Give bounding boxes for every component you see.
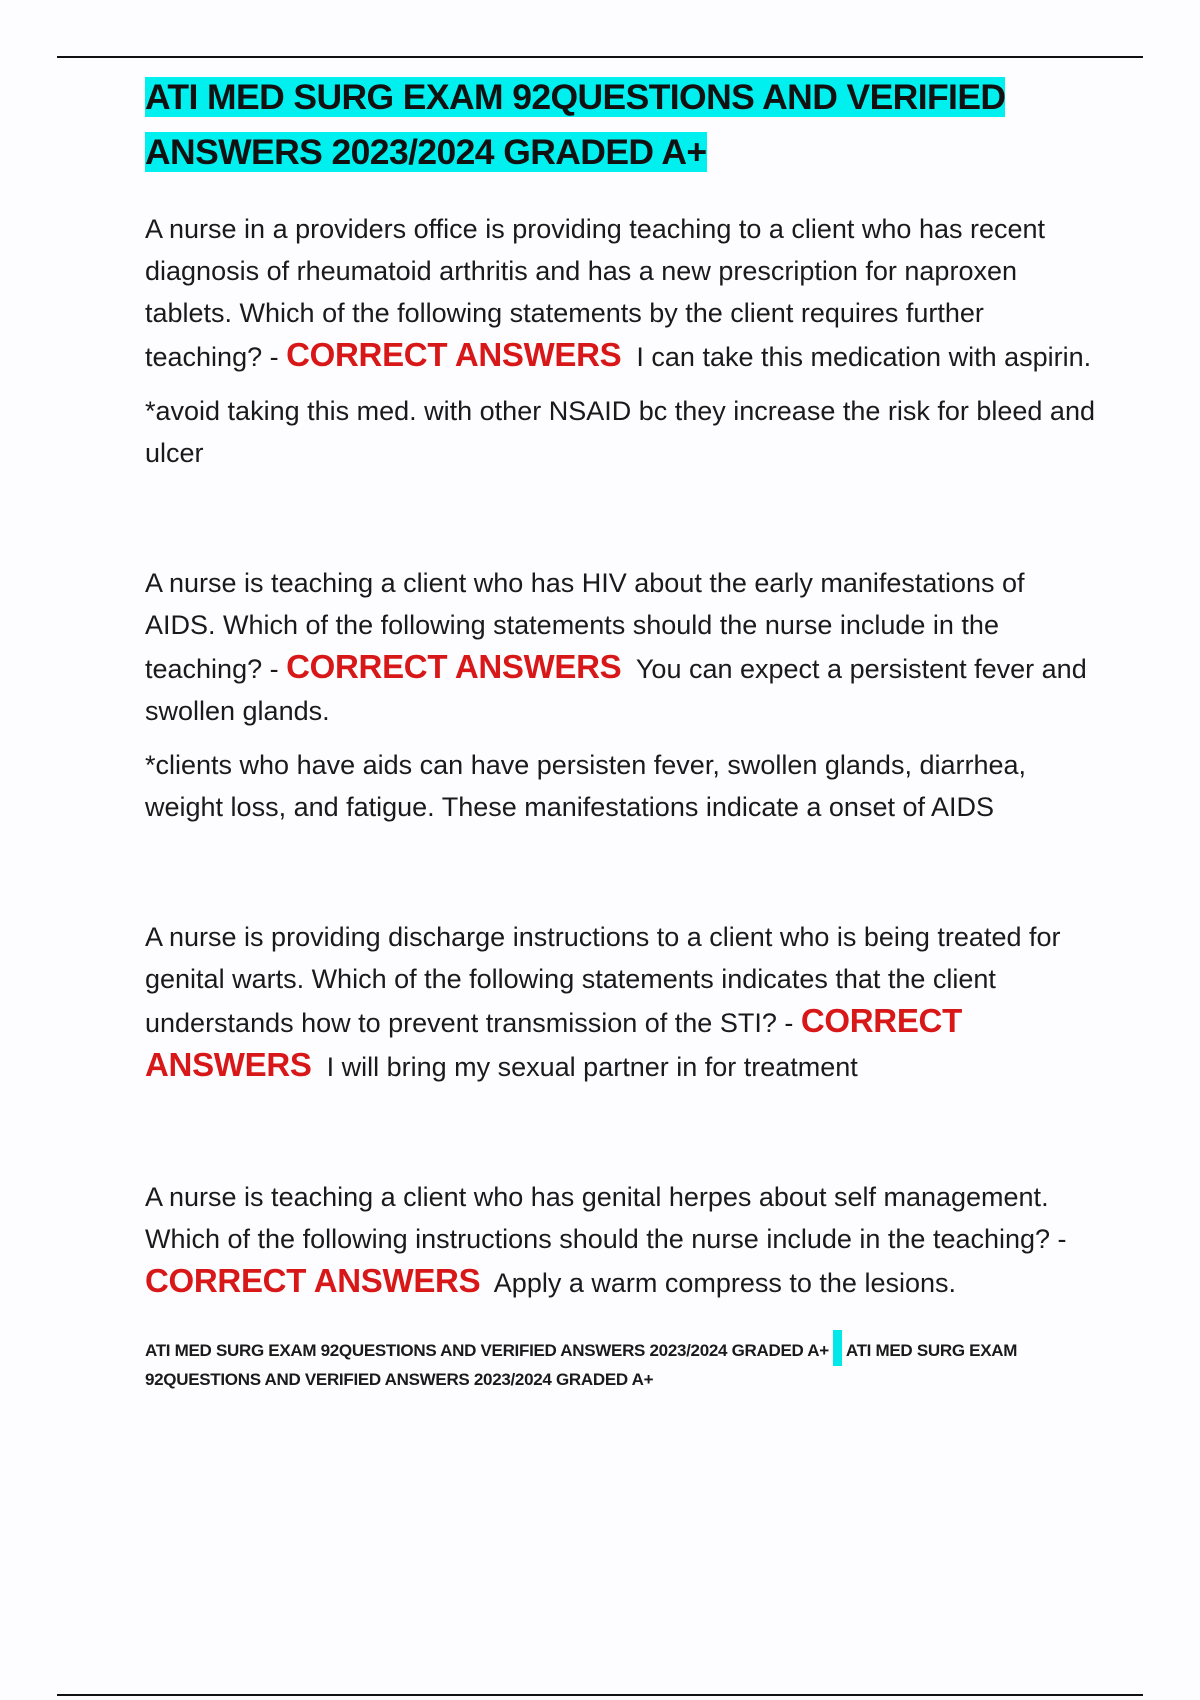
correct-answers-label: CORRECT ANSWERS xyxy=(145,1262,481,1299)
question-text xyxy=(145,1176,1095,1304)
page-title xyxy=(145,70,1095,180)
qa-item xyxy=(145,208,1095,474)
correct-answers-label: CORRECT ANSWERS xyxy=(286,648,622,685)
footer-text xyxy=(145,1330,1095,1394)
top-rule xyxy=(57,56,1143,58)
answer-text: I will bring my sexual partner in for treatment xyxy=(326,1052,858,1082)
answer-text: You can expect a persistent fever and swollen glands. xyxy=(145,654,1087,726)
question-stem: A nurse in a providers office is providing teaching to a client who has recent diagnosis of rheumatoid arthritis and has a new prescription for naproxen tablets. Which of the following statements by the client requires further teaching? - xyxy=(145,214,1046,372)
bottom-rule xyxy=(57,1694,1143,1696)
footer-part-2: ATI MED SURG EXAM 92QUESTIONS AND VERIFIED ANSWERS 2023/2024 GRADED A+ xyxy=(145,1341,1018,1389)
question-stem: A nurse is teaching a client who has HIV about the early manifestations of AIDS. Which of the following statements should the nurse include in the teaching? - xyxy=(145,568,1025,684)
question-text xyxy=(145,916,1095,1088)
qa-item xyxy=(145,1176,1095,1304)
qa-item xyxy=(145,562,1095,828)
document-body xyxy=(145,70,1095,1394)
footer-part-1: ATI MED SURG EXAM 92QUESTIONS AND VERIFIED ANSWERS 2023/2024 GRADED A+ xyxy=(145,1341,829,1360)
rationale-text: *avoid taking this med. with other NSAID bc they increase the risk for bleed and ulcer xyxy=(145,396,1095,468)
question-text xyxy=(145,208,1095,378)
answer-text: Apply a warm compress to the lesions. xyxy=(493,1268,956,1298)
question-stem: A nurse is teaching a client who has genital herpes about self management. Which of the following instructions should the nurse include in the teaching? - xyxy=(145,1182,1067,1254)
question-text xyxy=(145,562,1095,732)
qa-item xyxy=(145,916,1095,1088)
title-highlight: ATI MED SURG EXAM 92QUESTIONS AND VERIFIED ANSWERS 2023/2024 GRADED A+ xyxy=(145,77,1006,172)
text-cursor xyxy=(833,1330,842,1366)
rationale-text: *clients who have aids can have persisten fever, swollen glands, diarrhea, weight loss, and fatigue. These manifestations indicate a onset of AIDS xyxy=(145,750,1027,822)
answer-text: I can take this medication with aspirin. xyxy=(636,342,1092,372)
correct-answers-label: CORRECT ANSWERS xyxy=(286,336,622,373)
correct-answers-label: CORRECT ANSWERS xyxy=(145,1002,962,1083)
question-stem: A nurse is providing discharge instructions to a client who is being treated for genital warts. Which of the following statements indicates that the client understands how to prevent transmission of the STI? - xyxy=(145,922,1061,1038)
